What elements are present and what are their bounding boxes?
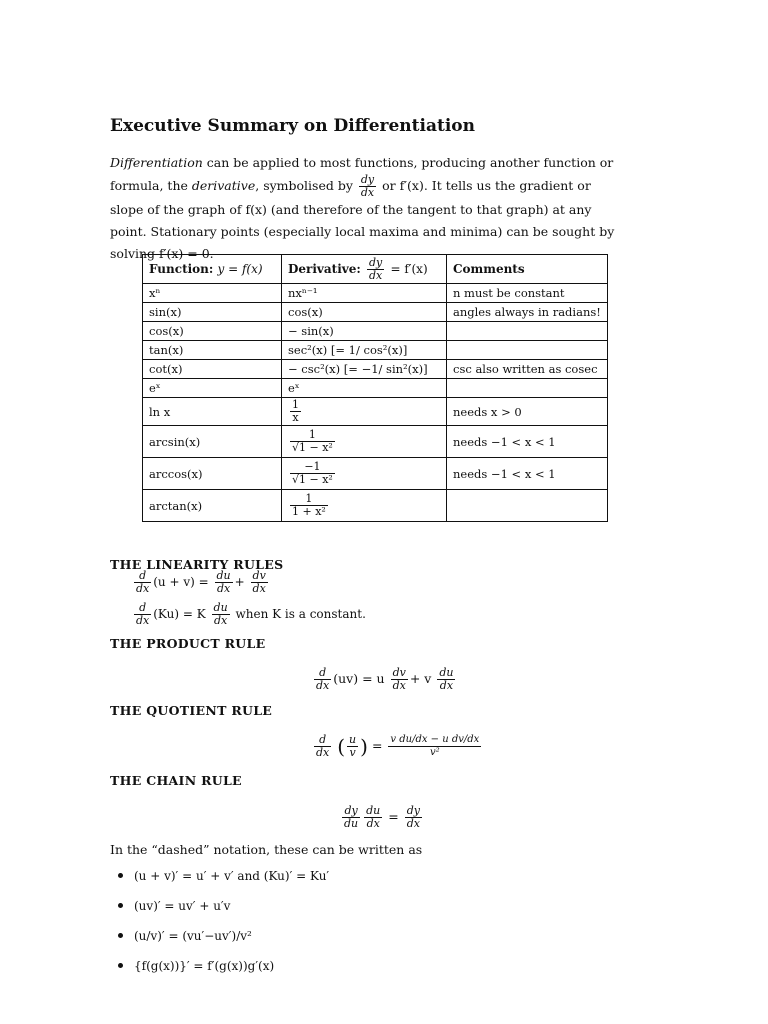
table-header-row bbox=[143, 255, 608, 284]
cell-comment bbox=[447, 341, 608, 360]
cell-comment: needs x > 0 bbox=[447, 398, 608, 426]
cell-function: sin(x) bbox=[143, 303, 282, 322]
column-header-comments: Comments bbox=[447, 255, 608, 284]
cell-function: xⁿ bbox=[143, 284, 282, 303]
table-row bbox=[143, 360, 608, 379]
cell-comment bbox=[447, 322, 608, 341]
dashed-notation-list bbox=[110, 862, 329, 982]
cell-derivative: eˣ bbox=[282, 379, 447, 398]
cell-derivative: $\frac{1}{\text{1 + x²}}$ bbox=[282, 490, 447, 522]
cell-function: arcsin(x) bbox=[143, 426, 282, 458]
column-header-function: Function: y = f(x) bbox=[143, 255, 282, 284]
cell-comment: angles always in radians! bbox=[447, 303, 608, 322]
table-row bbox=[143, 284, 608, 303]
chain-rule-heading: THE CHAIN RULE bbox=[110, 773, 242, 788]
table-row bbox=[143, 458, 608, 490]
cell-function: tan(x) bbox=[143, 341, 282, 360]
derivative-table bbox=[142, 254, 608, 522]
table-body bbox=[143, 284, 608, 522]
cell-derivative: $\frac{1}{\text{√1 − x²}}$ bbox=[282, 426, 447, 458]
intro-text-2: , symbolised by bbox=[255, 178, 357, 193]
table-row bbox=[143, 303, 608, 322]
cell-function: arctan(x) bbox=[143, 490, 282, 522]
cell-function: cot(x) bbox=[143, 360, 282, 379]
linearity-heading: THE LINEARITY RULES bbox=[110, 557, 284, 572]
cell-derivative: $\frac{-1}{\text{√1 − x²}}$ bbox=[282, 458, 447, 490]
cell-derivative: $\frac{1}{x}$ bbox=[282, 398, 447, 426]
cell-function: cos(x) bbox=[143, 322, 282, 341]
linearity-rule-constant: $\frac{d}{dx}$ (Ku) = K $\frac{du}{dx}$ when K is a constant. bbox=[136, 601, 366, 627]
table-row bbox=[143, 341, 608, 360]
table-row bbox=[143, 490, 608, 522]
cell-comment bbox=[447, 379, 608, 398]
table-row bbox=[143, 426, 608, 458]
list-item: • {f(g(x))}′ = f′(g(x))g′(x) bbox=[134, 952, 329, 982]
page-title: Executive Summary on Differentiation bbox=[110, 116, 475, 136]
product-rule-formula: $\frac{d}{dx}$ (uv) = u $\frac{dv}{dx}$ + v $\frac{du}{dx}$ bbox=[316, 666, 454, 692]
cell-derivative: − csc²(x) [= −1/ sin²(x)] bbox=[282, 360, 447, 379]
cell-comment bbox=[447, 490, 608, 522]
dashed-notation-intro: In the “dashed” notation, these can be written as bbox=[110, 842, 423, 857]
table-row bbox=[143, 398, 608, 426]
quotient-rule-formula: $\frac{d}{dx}$ ( $\frac{u}{v}$ ) = $\frac{\text{v du/dx − u dv/dx}}{\text{v²}}$ bbox=[316, 733, 480, 759]
linearity-rule-sum: $\frac{d}{dx}$ (u + v) = $\frac{du}{dx}$ + $\frac{dv}{dx}$ bbox=[136, 569, 266, 595]
table-row bbox=[143, 322, 608, 341]
intro-paragraph bbox=[110, 152, 618, 265]
table-row bbox=[143, 379, 608, 398]
intro-text-3: or f′(x). It tells us the gradient or slope of the graph of f(x) (and therefore of the tangent to that graph) at any point. Stationary points (especially local maxima and minima) can be sought by solving f′(x) = 0. bbox=[110, 178, 615, 261]
cell-function: arccos(x) bbox=[143, 458, 282, 490]
quotient-rule-heading: THE QUOTIENT RULE bbox=[110, 703, 273, 718]
cell-derivative: cos(x) bbox=[282, 303, 447, 322]
cell-comment: needs −1 < x < 1 bbox=[447, 458, 608, 490]
list-item: • (uv)′ = uv′ + u′v bbox=[134, 892, 329, 922]
term-differentiation: Differentiation bbox=[110, 155, 203, 170]
cell-comment: needs −1 < x < 1 bbox=[447, 426, 608, 458]
dy-dx-fraction: $\frac{dy}{dx}$ bbox=[360, 173, 375, 199]
list-item: • (u + v)′ = u′ + v′ and (Ku)′ = Ku′ bbox=[134, 862, 329, 892]
term-derivative: derivative bbox=[191, 178, 256, 193]
cell-derivative: − sin(x) bbox=[282, 322, 447, 341]
intro-text-1: can be applied to most functions, producing another function or formula, the bbox=[110, 155, 614, 193]
cell-derivative: nxⁿ⁻¹ bbox=[282, 284, 447, 303]
cell-comment: n must be constant bbox=[447, 284, 608, 303]
chain-rule-formula: $\frac{dy}{du}$ $\frac{du}{dx}$ = $\frac{dy}{dx}$ bbox=[344, 804, 420, 830]
list-item: • (u/v)′ = (vu′−uv′)/v² bbox=[134, 922, 329, 952]
column-header-derivative: Derivative: $\frac{dy}{dx}$ = f′(x) bbox=[282, 255, 447, 284]
cell-comment: csc also written as cosec bbox=[447, 360, 608, 379]
cell-derivative: sec²(x) [= 1/ cos²(x)] bbox=[282, 341, 447, 360]
product-rule-heading: THE PRODUCT RULE bbox=[110, 636, 266, 651]
cell-function: eˣ bbox=[143, 379, 282, 398]
cell-function: ln x bbox=[143, 398, 282, 426]
